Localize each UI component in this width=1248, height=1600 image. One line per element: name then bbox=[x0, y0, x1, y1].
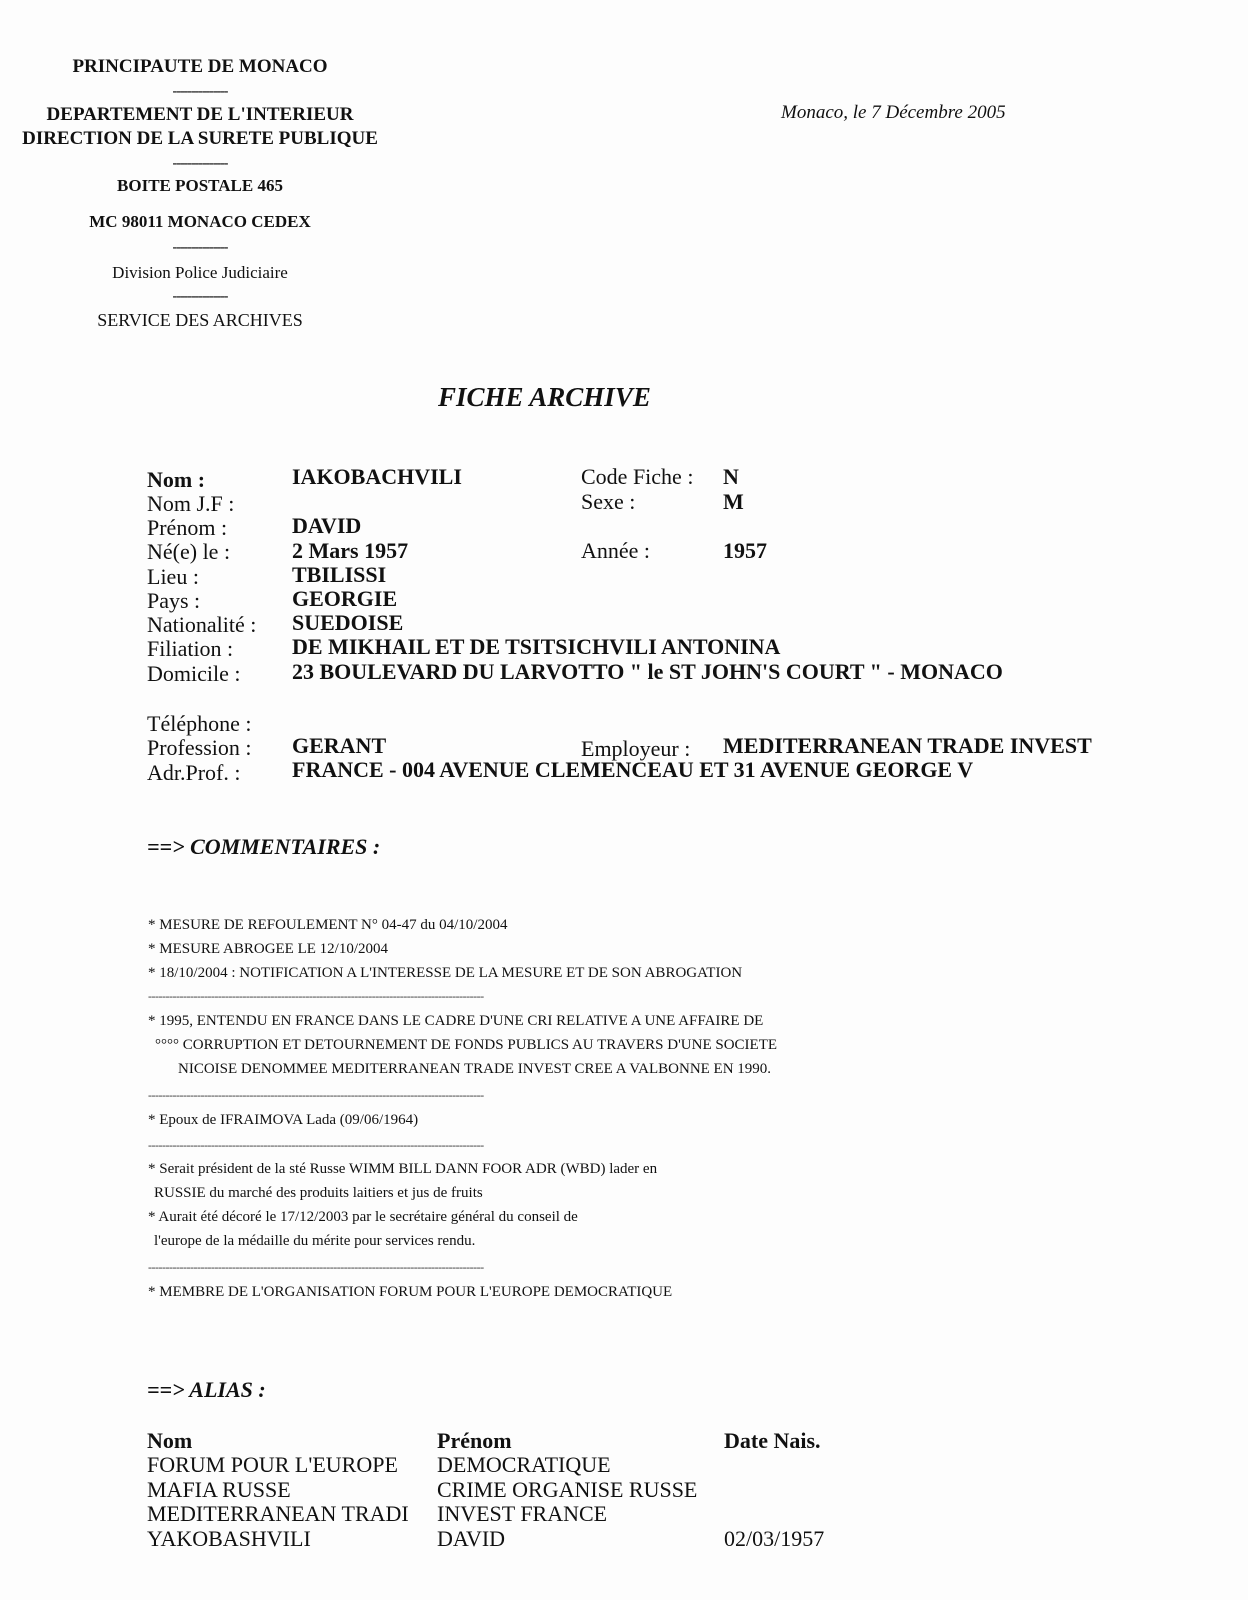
header-cedex: MC 98011 MONACO CEDEX bbox=[89, 212, 311, 231]
annee-label: Année : bbox=[581, 538, 651, 563]
ne-le-value: 2 Mars 1957 bbox=[292, 538, 409, 563]
comment-line: * MESURE DE REFOULEMENT N° 04-47 du 04/10/2004 bbox=[148, 917, 508, 933]
pays-value: GEORGIE bbox=[292, 586, 398, 611]
nom-label: Nom : bbox=[147, 467, 206, 492]
lieu-value: TBILISSI bbox=[292, 562, 387, 587]
comment-divider: ------------------------------------------------------------------------------------------------ bbox=[148, 989, 484, 1003]
alias-row-prenom: DEMOCRATIQUE bbox=[437, 1452, 611, 1477]
prenom-label: Prénom : bbox=[147, 515, 228, 540]
header-boite-postale: BOITE POSTALE 465 bbox=[117, 176, 283, 195]
header-principaute: PRINCIPAUTE DE MONACO bbox=[72, 56, 328, 77]
page-title: FICHE ARCHIVE bbox=[438, 382, 651, 412]
comment-divider: ------------------------------------------------------------------------------------------------ bbox=[148, 1088, 484, 1102]
alias-row-nom: MAFIA RUSSE bbox=[147, 1477, 291, 1502]
comment-line: * 1995, ENTENDU EN FRANCE DANS LE CADRE D'UNE CRI RELATIVE A UNE AFFAIRE DE bbox=[148, 1013, 764, 1029]
alias-row-nom: FORUM POUR L'EUROPE bbox=[147, 1452, 398, 1477]
sexe-label: Sexe : bbox=[581, 489, 636, 514]
nom-value: IAKOBACHVILI bbox=[292, 464, 462, 489]
document-date: Monaco, le 7 Décembre 2005 bbox=[781, 102, 1006, 123]
telephone-label: Téléphone : bbox=[147, 711, 252, 736]
alias-heading: ==> ALIAS : bbox=[147, 1377, 266, 1402]
annee-value: 1957 bbox=[723, 538, 767, 563]
employeur-label: Employeur : bbox=[581, 736, 691, 761]
code-fiche-label: Code Fiche : bbox=[581, 464, 694, 489]
alias-row-prenom: DAVID bbox=[437, 1526, 506, 1551]
comment-divider: ------------------------------------------------------------------------------------------------ bbox=[148, 1138, 484, 1152]
header-separator: --------------- bbox=[172, 289, 228, 304]
header-direction: DIRECTION DE LA SURETE PUBLIQUE bbox=[22, 128, 378, 149]
alias-row-nom: YAKOBASHVILI bbox=[147, 1526, 311, 1551]
commentaires-heading: ==> COMMENTAIRES : bbox=[147, 834, 381, 859]
nationalite-label: Nationalité : bbox=[147, 612, 257, 637]
nationalite-value: SUEDOISE bbox=[292, 610, 404, 635]
adr-prof-value: FRANCE - 004 AVENUE CLEMENCEAU ET 31 AVENUE GEORGE V bbox=[292, 757, 974, 782]
comment-line: l'europe de la médaille du mérite pour services rendu. bbox=[154, 1233, 476, 1249]
profession-value: GERANT bbox=[292, 733, 387, 758]
header-separator: --------------- bbox=[172, 240, 228, 255]
header-departement: DEPARTEMENT DE L'INTERIEUR bbox=[46, 104, 354, 125]
lieu-label: Lieu : bbox=[147, 564, 199, 589]
filiation-value: DE MIKHAIL ET DE TSITSICHVILI ANTONINA bbox=[292, 634, 781, 659]
comment-line: * Aurait été décoré le 17/12/2003 par le secrétaire général du conseil de bbox=[148, 1209, 578, 1225]
alias-row-prenom: CRIME ORGANISE RUSSE bbox=[437, 1477, 698, 1502]
comment-line: RUSSIE du marché des produits laitiers et jus de fruits bbox=[154, 1185, 483, 1201]
prenom-value: DAVID bbox=[292, 513, 362, 538]
pays-label: Pays : bbox=[147, 588, 201, 613]
alias-col-nom: Nom bbox=[147, 1428, 193, 1453]
comment-line: NICOISE DENOMMEE MEDITERRANEAN TRADE INVEST CREE A VALBONNE EN 1990. bbox=[178, 1061, 772, 1077]
employeur-value: MEDITERRANEAN TRADE INVEST bbox=[723, 733, 1092, 758]
domicile-value: 23 BOULEVARD DU LARVOTTO " le ST JOHN'S COURT " - MONACO bbox=[292, 659, 1003, 684]
comment-line: °°°° CORRUPTION ET DETOURNEMENT DE FONDS PUBLICS AU TRAVERS D'UNE SOCIETE bbox=[155, 1037, 778, 1053]
comment-divider: ------------------------------------------------------------------------------------------------ bbox=[148, 1260, 484, 1274]
nom-jf-label: Nom J.F : bbox=[147, 491, 235, 516]
comment-line: * MESURE ABROGEE LE 12/10/2004 bbox=[148, 941, 389, 957]
alias-row-nom: MEDITERRANEAN TRADI bbox=[147, 1501, 409, 1526]
header-service: SERVICE DES ARCHIVES bbox=[97, 310, 303, 330]
alias-row-prenom: INVEST FRANCE bbox=[437, 1501, 608, 1526]
comment-line: * MEMBRE DE L'ORGANISATION FORUM POUR L'EUROPE DEMOCRATIQUE bbox=[148, 1284, 673, 1300]
domicile-label: Domicile : bbox=[147, 661, 241, 686]
comment-line: * Epoux de IFRAIMOVA Lada (09/06/1964) bbox=[148, 1112, 419, 1128]
alias-row-date: 02/03/1957 bbox=[724, 1526, 825, 1551]
header-separator: --------------- bbox=[172, 84, 228, 99]
comment-line: * 18/10/2004 : NOTIFICATION A L'INTERESSE DE LA MESURE ET DE SON ABROGATION bbox=[148, 965, 743, 981]
alias-col-prenom: Prénom bbox=[437, 1428, 512, 1453]
profession-label: Profession : bbox=[147, 735, 252, 760]
code-fiche-value: N bbox=[723, 464, 739, 489]
header-division: Division Police Judiciaire bbox=[112, 263, 288, 282]
ne-le-label: Né(e) le : bbox=[147, 539, 231, 564]
sexe-value: M bbox=[723, 489, 744, 514]
adr-prof-label: Adr.Prof. : bbox=[147, 760, 241, 785]
alias-col-date: Date Nais. bbox=[724, 1428, 821, 1453]
filiation-label: Filiation : bbox=[147, 636, 234, 661]
comment-line: * Serait président de la sté Russe WIMM BILL DANN FOOR ADR (WBD) lader en bbox=[148, 1161, 658, 1177]
header-separator: --------------- bbox=[172, 156, 228, 171]
